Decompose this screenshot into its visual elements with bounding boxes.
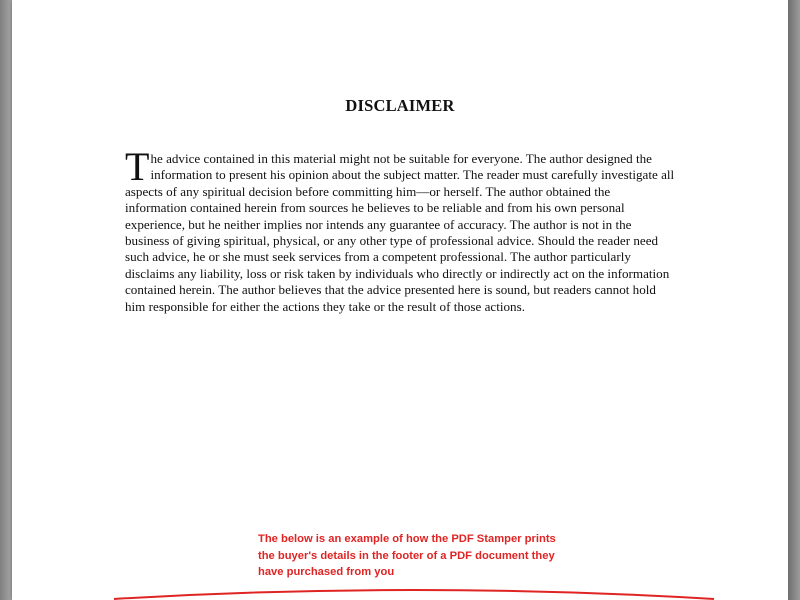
viewer-scroll-gutter — [788, 0, 800, 600]
disclaimer-text: he advice contained in this material might not be suitable for everyone. The author designed the information to present his opinion about the subject matter. The reader must carefully investigate all aspects of any spiritual decision before committing him—or herself. The author obtained the information contained herein from sources he believes to be reliable and from his own personal experience, but he neither implies nor intends any guarantee of accuracy. The author is not in the business of giving spiritual, physical, or any other type of professional advice. Should the reader need such advice, he or she must seek services from a competent professional. The author particularly disclaims any liability, loss or risk taken by individuals who directly or indirectly act on the information contained herein. The author believes that the advice presented here is sound, but readers cannot hold him responsible for either the actions they take or the result of those actions. — [125, 151, 675, 314]
stamper-annotation — [258, 531, 598, 581]
disclaimer-paragraph — [125, 144, 675, 315]
annotation-line: The below is an example of how the PDF Stamper prints — [258, 533, 556, 545]
page-title: DISCLAIMER — [345, 96, 455, 115]
annotation-line: the buyer's details in the footer of a PDF document they — [258, 549, 555, 562]
footer-arc-line — [114, 590, 714, 599]
footer-arc-decoration — [24, 585, 800, 600]
annotation-line: have purchased from you — [258, 566, 395, 578]
drop-cap-letter: T — [125, 144, 150, 189]
pdf-page — [12, 0, 788, 600]
